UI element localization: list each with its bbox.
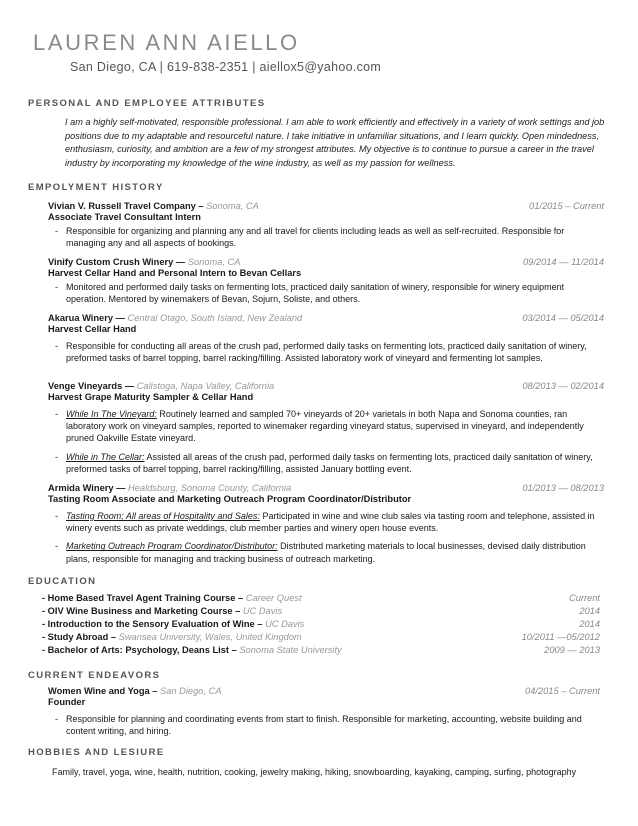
- education-list: [42, 592, 600, 657]
- location: Healdsburg, Sonoma County, California: [128, 483, 292, 493]
- company: Vinify Custom Crush Winery —: [48, 257, 186, 267]
- job-entry: [48, 313, 604, 364]
- job-entry: [48, 483, 604, 565]
- section-heading-current: CURRENT ENDEAVORS: [28, 670, 161, 681]
- education-item: - Study Abroad – Swansea University, Wales, United Kingdom 10/2011 —05/2012: [42, 632, 600, 642]
- section-heading-employment: EMPOLYMENT HISTORY: [28, 182, 164, 193]
- education-item: - OIV Wine Business and Marketing Course – UC Davis 2014: [42, 606, 600, 616]
- bullet: - Monitored and performed daily tasks on fermenting lots, practiced daily sanitation of winery, responsible for winery equipment operation. Mentored by winemakers of Bevan, Sojurn, Soliste, and others.: [55, 282, 565, 305]
- job-entry: [48, 257, 604, 305]
- location: Central Otago, South Island, New Zealand: [127, 313, 303, 323]
- job-title: Founder: [48, 696, 86, 707]
- education-item: - Introduction to the Sensory Evaluation of Wine – UC Davis 2014: [42, 619, 600, 629]
- dates: 08/2013 — 02/2014: [522, 381, 604, 391]
- bullet: - Responsible for planning and coordinating events from start to finish. Responsible for marketing, accounting, website building and content writing, and hiring.: [55, 714, 582, 737]
- dates: 01/2015 – Current: [529, 201, 604, 211]
- company: Vivian V. Russell Travel Company –: [48, 201, 204, 211]
- location: Calistoga, Napa Valley, California: [136, 381, 275, 391]
- bullet: - While In The Vineyard: Routinely learned and sampled 70+ vineyards of 20+ varietals in both Napa and Sonoma counties, ran laboratory work on vineyard samples, reported to winemaker regarding vineyard status, supervised in vineyard, and independently pruned Oakville Estate vineyard.: [55, 409, 584, 444]
- bullet: - Marketing Outreach Program Coordinator/Distributor: Distributed marketing materials to local businesses, devised daily distribution plans, responsible for managing and tracking business of outreach marketing.: [55, 541, 586, 564]
- job-entry: [48, 201, 604, 249]
- current-endeavor: Women Wine and Yoga – San Diego, CA 04/2015 – Current Founder - Responsible for planning and coordinating events from start to finish. Responsible for marketing, accounting, website building and content writing, and hiring.: [48, 686, 600, 737]
- dates: 03/2014 — 05/2014: [522, 313, 604, 323]
- dates: 01/2013 — 08/2013: [522, 483, 604, 493]
- bullet: - While in The Cellar: Assisted all areas of the crush pad, performed daily tasks on fermenting lots, practiced daily sanitation of winery, preformed tasks of barrel topping, barrel racking/filling, assisted January bottling event.: [55, 451, 593, 474]
- job-title: Tasting Room Associate and Marketing Outreach Program Coordinator/Distributor: [48, 493, 412, 504]
- bullet: - Responsible for organizing and planning any and all travel for clients including leads as well as self-recruited. Responsible for managing any and all aspects of bookings.: [55, 226, 565, 249]
- company: Armida Winery —: [48, 483, 126, 493]
- job-title: Associate Travel Consultant Intern: [48, 211, 201, 222]
- section-heading-education: EDUCATION: [28, 576, 97, 587]
- education-item: - Bachelor of Arts: Psychology, Deans List – Sonoma State University 2009 — 2013: [42, 645, 600, 655]
- dates: 09/2014 — 11/2014: [523, 257, 604, 267]
- bullet: - Tasting Room; All areas of Hospitality and Sales: Participated in wine and wine club sales via tasting room and telephone, assisted in winery events such as private weddings, club member parties and winery open house events.: [55, 511, 595, 534]
- company: Venge Vineyards —: [48, 381, 135, 391]
- bullet: - Responsible for conducting all areas of the crush pad, performed daily tasks on fermenting lots, practiced daily sanitation of winery, preformed tasks of barrel topping, barrel racking/filling. Assisted laboratory work of vineyard and fermenting lot samples.: [55, 341, 587, 364]
- company: Akarua Winery —: [48, 313, 125, 323]
- section-heading-personal: PERSONAL AND EMPLOYEE ATTRIBUTES: [28, 98, 266, 109]
- job-title: Harvest Cellar Hand: [48, 323, 137, 334]
- location: Sonoma, CA: [206, 201, 259, 211]
- job-entry: [48, 381, 604, 475]
- resume-name: LAUREN ANN AIELLO: [33, 30, 300, 55]
- hobbies-text: Family, travel, yoga, wine, health, nutrition, cooking, jewelry making, hiking, snowboarding, kayaking, camping, surfing, photography: [52, 767, 577, 777]
- job-title: Harvest Grape Maturity Sampler & Cellar Hand: [48, 391, 254, 402]
- education-item: - Home Based Travel Agent Training Course – Career Quest Current: [42, 593, 600, 603]
- location: Sonoma, CA: [187, 257, 241, 267]
- contact-info: San Diego, CA | 619-838-2351 | aiellox5@yahoo.com: [70, 60, 382, 74]
- summary-paragraph: I am a highly self-motivated, responsible professional. I am able to work efficiently and effectively in a variety of work settings and job positions due to my adaptable and resourceful nature. I take initiative in unfamiliar situations, and I learn quickly. Open mindedness, enthusiasm, curiosity, and ambition are a few of my strongest attributes. My objective is to continue to pursue a career in the travel industry by incorporating my knowledge of the wine industry, as well as my passion for wellness.: [65, 117, 605, 168]
- job-title: Harvest Cellar Hand and Personal Intern to Bevan Cellars: [48, 267, 302, 278]
- section-heading-hobbies: HOBBIES AND LESIURE: [28, 747, 165, 758]
